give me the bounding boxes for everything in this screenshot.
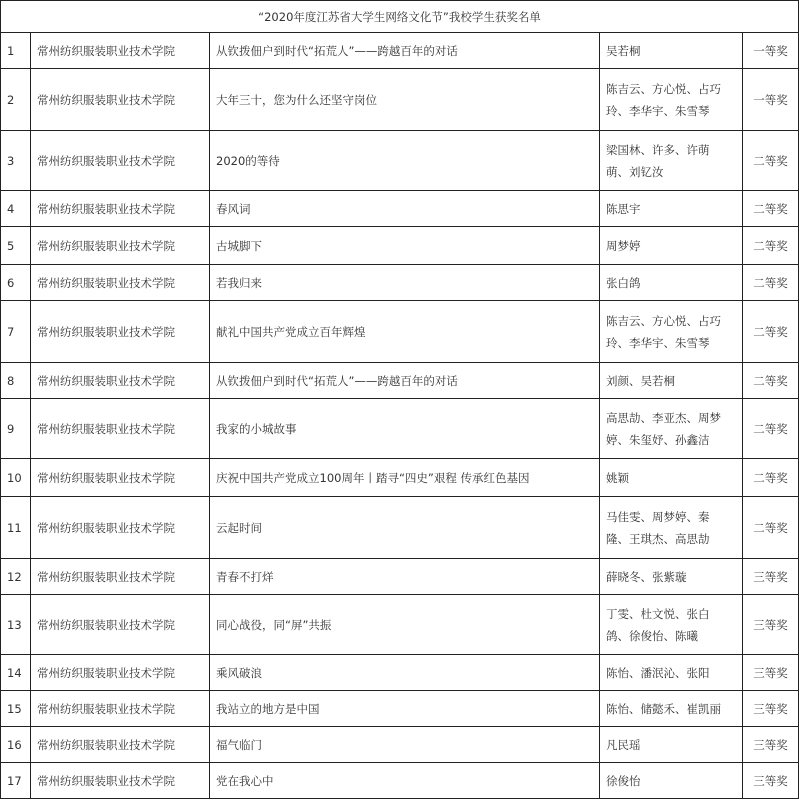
winner-names-cell: 张白鸽	[600, 265, 743, 301]
work-title-cell: 庆祝中国共产党成立100周年丨踏寻“四史”艰程 传承红色基因	[210, 459, 600, 497]
row-number: 17	[1, 763, 31, 799]
winner-names-cell: 刘颜、吴若桐	[600, 363, 743, 399]
award-level-cell: 三等奖	[743, 727, 799, 763]
school-cell: 常州纺织服装职业技术学院	[31, 131, 210, 191]
table-row	[1, 399, 799, 459]
work-title-cell: 古城脚下	[210, 227, 600, 265]
winner-names-cell: 丁雯、杜文悦、张白鸽、徐俊怡、陈曦	[600, 595, 743, 655]
award-level-cell: 二等奖	[743, 191, 799, 227]
award-level-cell: 二等奖	[743, 301, 799, 363]
row-number: 6	[1, 265, 31, 301]
work-title-cell: 大年三十，您为什么还坚守岗位	[210, 69, 600, 131]
work-title-cell: 云起时间	[210, 497, 600, 559]
winner-names-cell: 凡民瑶	[600, 727, 743, 763]
award-level-cell: 二等奖	[743, 227, 799, 265]
table-row	[1, 265, 799, 301]
row-number: 1	[1, 33, 31, 69]
winner-names-cell: 薛晓冬、张紫璇	[600, 559, 743, 595]
table-row	[1, 227, 799, 265]
work-title-cell: 党在我心中	[210, 763, 600, 799]
award-level-cell: 二等奖	[743, 399, 799, 459]
school-cell: 常州纺织服装职业技术学院	[31, 655, 210, 691]
winner-names-cell: 徐俊怡	[600, 763, 743, 799]
work-title-cell: 献礼中国共产党成立百年辉煌	[210, 301, 600, 363]
table-row	[1, 691, 799, 727]
table-row	[1, 69, 799, 131]
winner-names-cell: 高思劼、李亚杰、周梦婷、朱玺妤、孙鑫洁	[600, 399, 743, 459]
table-row	[1, 727, 799, 763]
award-level-cell: 三等奖	[743, 763, 799, 799]
winner-names-cell: 陈怡、潘泯沁、张阳	[600, 655, 743, 691]
work-title-cell: 从钦拨佃户到时代“拓荒人”——跨越百年的对话	[210, 33, 600, 69]
winner-names-cell: 陈吉云、方心悦、占巧玲、李华宇、朱雪琴	[600, 301, 743, 363]
row-number: 4	[1, 191, 31, 227]
table-row	[1, 655, 799, 691]
school-cell: 常州纺织服装职业技术学院	[31, 691, 210, 727]
award-level-cell: 三等奖	[743, 691, 799, 727]
title-row	[1, 1, 799, 33]
table-row	[1, 459, 799, 497]
winner-names-cell: 周梦婷	[600, 227, 743, 265]
table-row	[1, 559, 799, 595]
table-row	[1, 131, 799, 191]
school-cell: 常州纺织服装职业技术学院	[31, 69, 210, 131]
table-body	[1, 1, 799, 799]
table-row	[1, 33, 799, 69]
school-cell: 常州纺织服装职业技术学院	[31, 363, 210, 399]
row-number: 12	[1, 559, 31, 595]
row-number: 3	[1, 131, 31, 191]
table-row	[1, 301, 799, 363]
school-cell: 常州纺织服装职业技术学院	[31, 595, 210, 655]
school-cell: 常州纺织服装职业技术学院	[31, 497, 210, 559]
school-cell: 常州纺织服装职业技术学院	[31, 227, 210, 265]
school-cell: 常州纺织服装职业技术学院	[31, 727, 210, 763]
row-number: 13	[1, 595, 31, 655]
award-level-cell: 二等奖	[743, 459, 799, 497]
school-cell: 常州纺织服装职业技术学院	[31, 191, 210, 227]
school-cell: 常州纺织服装职业技术学院	[31, 33, 210, 69]
award-level-cell: 三等奖	[743, 595, 799, 655]
work-title-cell: 青春不打烊	[210, 559, 600, 595]
row-number: 16	[1, 727, 31, 763]
table-row	[1, 763, 799, 799]
school-cell: 常州纺织服装职业技术学院	[31, 265, 210, 301]
school-cell: 常州纺织服装职业技术学院	[31, 459, 210, 497]
table-title: “2020年度江苏省大学生网络文化节”我校学生获奖名单	[1, 1, 799, 33]
work-title-cell: 春风词	[210, 191, 600, 227]
work-title-cell: 我家的小城故事	[210, 399, 600, 459]
award-level-cell: 二等奖	[743, 363, 799, 399]
award-level-cell: 一等奖	[743, 33, 799, 69]
row-number: 8	[1, 363, 31, 399]
work-title-cell: 同心战役，同“屏”共振	[210, 595, 600, 655]
winner-names-cell: 陈怡、储懿禾、崔凯丽	[600, 691, 743, 727]
table-row	[1, 363, 799, 399]
award-level-cell: 三等奖	[743, 655, 799, 691]
winner-names-cell: 马佳雯、周梦婷、秦隆、王琪杰、高思劼	[600, 497, 743, 559]
row-number: 5	[1, 227, 31, 265]
winner-names-cell: 梁国林、许多、许萌萌、刘钇汝	[600, 131, 743, 191]
row-number: 10	[1, 459, 31, 497]
school-cell: 常州纺织服装职业技术学院	[31, 559, 210, 595]
row-number: 9	[1, 399, 31, 459]
school-cell: 常州纺织服装职业技术学院	[31, 763, 210, 799]
row-number: 15	[1, 691, 31, 727]
award-level-cell: 三等奖	[743, 559, 799, 595]
work-title-cell: 乘风破浪	[210, 655, 600, 691]
winner-names-cell: 陈吉云、方心悦、占巧玲、李华宇、朱雪琴	[600, 69, 743, 131]
award-level-cell: 一等奖	[743, 69, 799, 131]
work-title-cell: 从钦拨佃户到时代“拓荒人”——跨越百年的对话	[210, 363, 600, 399]
winner-names-cell: 姚颖	[600, 459, 743, 497]
row-number: 11	[1, 497, 31, 559]
row-number: 2	[1, 69, 31, 131]
work-title-cell: 我站立的地方是中国	[210, 691, 600, 727]
school-cell: 常州纺织服装职业技术学院	[31, 301, 210, 363]
work-title-cell: 福气临门	[210, 727, 600, 763]
award-level-cell: 二等奖	[743, 497, 799, 559]
table-row	[1, 497, 799, 559]
award-level-cell: 二等奖	[743, 265, 799, 301]
table-row	[1, 191, 799, 227]
work-title-cell: 2020的等待	[210, 131, 600, 191]
school-cell: 常州纺织服装职业技术学院	[31, 399, 210, 459]
winner-names-cell: 陈思宇	[600, 191, 743, 227]
row-number: 14	[1, 655, 31, 691]
winner-names-cell: 吴若桐	[600, 33, 743, 69]
award-level-cell: 二等奖	[743, 131, 799, 191]
table-row	[1, 595, 799, 655]
row-number: 7	[1, 301, 31, 363]
work-title-cell: 若我归来	[210, 265, 600, 301]
